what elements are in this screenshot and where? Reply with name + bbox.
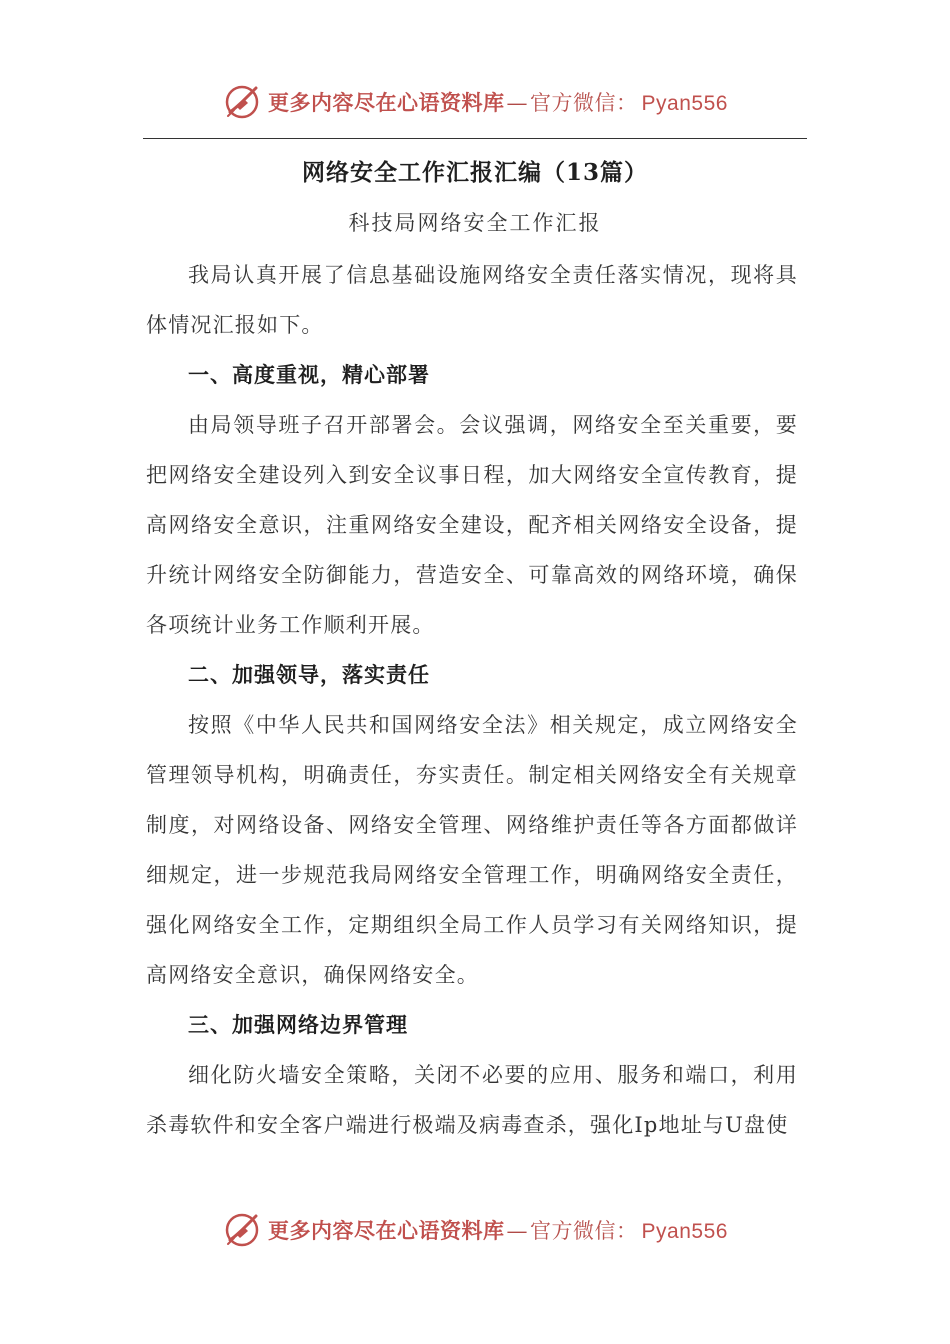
section-heading: 一、高度重视，精心部署 (188, 362, 430, 387)
banner-text (268, 1215, 728, 1245)
section-heading: 三、加强网络边界管理 (188, 1012, 408, 1037)
banner-dash: — (506, 91, 529, 115)
document-subtitle: 科技局网络安全工作汇报 (348, 211, 602, 235)
document-body (146, 250, 798, 1150)
section-paragraph: 细化防火墙安全策略，关闭不必要的应用、服务和端口，利用杀毒软件和安全客户端进行极端及病毒查杀，强化Ip地址与U盘使 (146, 1063, 798, 1137)
intro-paragraph: 我局认真开展了信息基础设施网络安全责任落实情况，现将具体情况汇报如下。 (146, 263, 798, 337)
section-paragraph: 由局领导班子召开部署会。会议强调，网络安全至关重要，要把网络安全建设列入到安全议事日程，加大网络安全宣传教育，提高网络安全意识，注重网络安全建设，配齐相关网络安全设备，提升统计网络安全防御能力，营造安全、可靠高效的网络环境，确保各项统计业务工作顺利开展。 (146, 413, 798, 637)
banner-brand: 更多内容尽在心语资料库 (268, 90, 505, 115)
header-divider (143, 138, 807, 139)
banner-brand: 更多内容尽在心语资料库 (268, 1218, 505, 1243)
section-paragraph: 按照《中华人民共和国网络安全法》相关规定，成立网络安全管理领导机构，明确责任，夯实责任。制定相关网络安全有关规章制度，对网络设备、网络安全管理、网络维护责任等各方面都做详细规定，进一步规范我局网络安全管理工作，明确网络安全责任，强化网络安全工作，定期组织全局工作人员学习有关网络知识，提高网络安全意识，确保网络安全。 (146, 713, 798, 987)
banner-text (268, 87, 728, 117)
pen-logo-icon (222, 1210, 262, 1250)
header-banner (0, 80, 950, 124)
pen-logo-icon (222, 82, 262, 122)
section-heading: 二、加强领导，落实责任 (188, 662, 430, 687)
banner-wechat-label: 官方微信： (530, 91, 638, 115)
banner-wechat-id: Pyan556 (641, 92, 728, 115)
banner-dash: — (506, 1219, 529, 1243)
document-title: 网络安全工作汇报汇编（13篇） (301, 159, 648, 186)
banner-wechat-id: Pyan556 (641, 1220, 728, 1243)
banner-wechat-label: 官方微信： (530, 1219, 638, 1243)
footer-banner (0, 1208, 950, 1252)
